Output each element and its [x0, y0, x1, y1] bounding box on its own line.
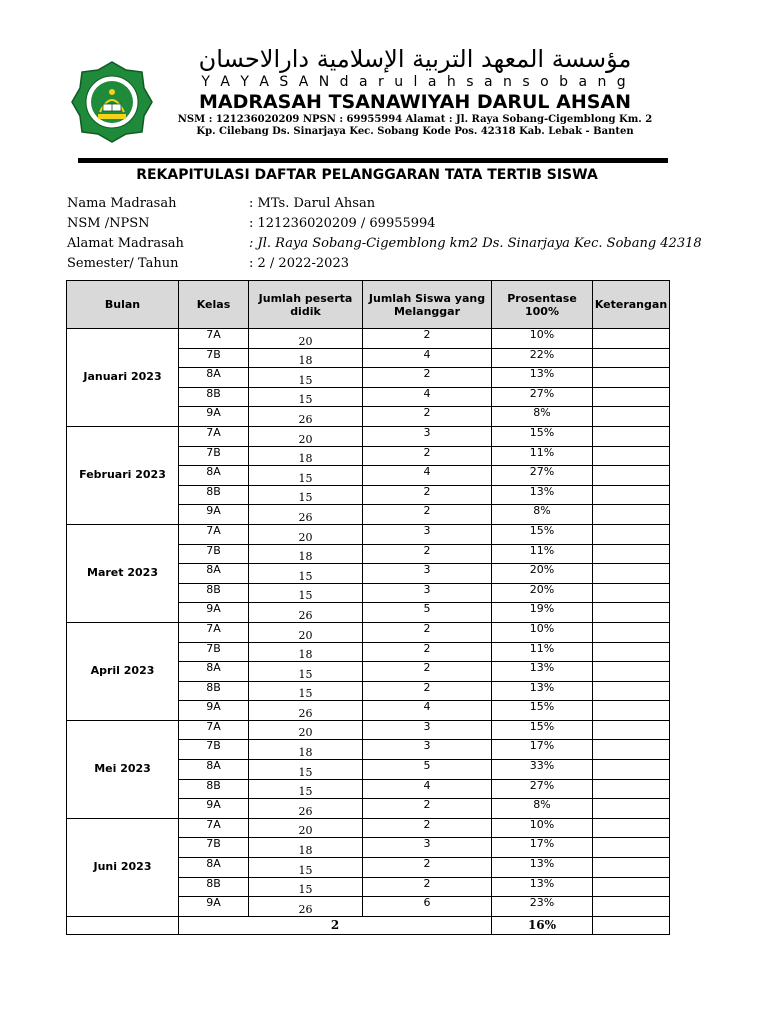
- cell-prosentase: 10%: [492, 329, 593, 349]
- cell-kelas: 8B: [179, 387, 249, 407]
- header-bulan: Bulan: [67, 281, 179, 329]
- cell-prosentase: 8%: [492, 505, 593, 525]
- cell-kelas: 8A: [179, 662, 249, 682]
- cell-jumlah-melanggar: 2: [363, 662, 492, 682]
- header-jumlah-melanggar: Jumlah Siswa yang Melanggar: [363, 281, 492, 329]
- cell-prosentase: 8%: [492, 799, 593, 819]
- cell-keterangan: [593, 740, 670, 760]
- cell-kelas: 8A: [179, 564, 249, 584]
- cell-kelas: 7A: [179, 329, 249, 349]
- cell-jumlah-peserta: 18: [249, 348, 363, 368]
- total-empty-cell: [67, 916, 179, 934]
- cell-jumlah-melanggar: 2: [363, 858, 492, 878]
- cell-jumlah-melanggar: 2: [363, 642, 492, 662]
- cell-jumlah-peserta: 26: [249, 799, 363, 819]
- cell-jumlah-peserta: 15: [249, 466, 363, 486]
- cell-prosentase: 10%: [492, 622, 593, 642]
- address-line-2: Kp. Cilebang Ds. Sinarjaya Kec. Sobang Kode Pos. 42318 Kab. Lebak - Banten: [196, 126, 634, 137]
- cell-jumlah-melanggar: 2: [363, 681, 492, 701]
- foundation-name-arabic: مؤسسة المعهد التربية الإسلامية دارالاحسان: [198, 45, 632, 73]
- cell-kelas: 9A: [179, 897, 249, 917]
- cell-kelas: 7B: [179, 544, 249, 564]
- cell-keterangan: [593, 466, 670, 486]
- cell-jumlah-peserta: 15: [249, 779, 363, 799]
- cell-jumlah-peserta: 15: [249, 387, 363, 407]
- total-keterangan: [593, 916, 670, 934]
- cell-keterangan: [593, 446, 670, 466]
- cell-prosentase: 11%: [492, 446, 593, 466]
- cell-prosentase: 23%: [492, 897, 593, 917]
- cell-jumlah-peserta: 20: [249, 720, 363, 740]
- cell-kelas: 7B: [179, 348, 249, 368]
- cell-jumlah-peserta: 15: [249, 368, 363, 388]
- table-total-row: [67, 916, 670, 934]
- cell-jumlah-peserta: 26: [249, 701, 363, 721]
- cell-keterangan: [593, 818, 670, 838]
- cell-prosentase: 22%: [492, 348, 593, 368]
- cell-jumlah-melanggar: 3: [363, 426, 492, 446]
- address-line-1: NSM : 121236020209 NPSN : 69955994 Alamat : Jl. Raya Sobang-Cigemblong Km. 2: [177, 114, 653, 125]
- cell-kelas: 7B: [179, 740, 249, 760]
- cell-kelas: 8B: [179, 779, 249, 799]
- cell-jumlah-melanggar: 4: [363, 387, 492, 407]
- cell-keterangan: [593, 485, 670, 505]
- cell-prosentase: 13%: [492, 485, 593, 505]
- cell-jumlah-peserta: 18: [249, 740, 363, 760]
- cell-jumlah-melanggar: 2: [363, 544, 492, 564]
- cell-jumlah-peserta: 26: [249, 603, 363, 623]
- cell-keterangan: [593, 583, 670, 603]
- total-percent: 16%: [492, 916, 593, 934]
- cell-jumlah-peserta: 15: [249, 662, 363, 682]
- cell-jumlah-peserta: 26: [249, 505, 363, 525]
- cell-prosentase: 13%: [492, 877, 593, 897]
- cell-bulan: April 2023: [67, 622, 179, 720]
- cell-jumlah-melanggar: 2: [363, 505, 492, 525]
- cell-jumlah-peserta: 20: [249, 426, 363, 446]
- cell-kelas: 7B: [179, 838, 249, 858]
- table-row: [67, 622, 670, 642]
- table-body: [67, 329, 670, 935]
- cell-prosentase: 13%: [492, 662, 593, 682]
- header-kelas: Kelas: [179, 281, 249, 329]
- cell-kelas: 9A: [179, 505, 249, 525]
- cell-jumlah-peserta: 18: [249, 544, 363, 564]
- cell-keterangan: [593, 858, 670, 878]
- cell-jumlah-melanggar: 4: [363, 701, 492, 721]
- cell-jumlah-peserta: 15: [249, 760, 363, 780]
- foundation-name: Y A Y A S A N d a r u l a h s a n s o b a n g: [201, 74, 629, 90]
- header-keterangan: Keterangan: [593, 281, 670, 329]
- cell-kelas: 9A: [179, 603, 249, 623]
- cell-jumlah-peserta: 20: [249, 818, 363, 838]
- cell-kelas: 9A: [179, 407, 249, 427]
- info-value: : 121236020209 / 69955994: [249, 216, 436, 231]
- table-row: [67, 329, 670, 349]
- cell-kelas: 7B: [179, 446, 249, 466]
- cell-jumlah-peserta: 15: [249, 564, 363, 584]
- cell-prosentase: 27%: [492, 779, 593, 799]
- table-row: [67, 426, 670, 446]
- table-row: [67, 524, 670, 544]
- info-label: NSM /NPSN: [67, 216, 150, 231]
- cell-kelas: 8A: [179, 760, 249, 780]
- cell-jumlah-peserta: 20: [249, 622, 363, 642]
- cell-jumlah-melanggar: 5: [363, 603, 492, 623]
- cell-prosentase: 10%: [492, 818, 593, 838]
- cell-jumlah-peserta: 15: [249, 877, 363, 897]
- cell-kelas: 7A: [179, 622, 249, 642]
- cell-keterangan: [593, 799, 670, 819]
- cell-bulan: Maret 2023: [67, 524, 179, 622]
- cell-jumlah-melanggar: 2: [363, 622, 492, 642]
- cell-jumlah-melanggar: 3: [363, 740, 492, 760]
- total-value: 2: [179, 916, 492, 934]
- cell-keterangan: [593, 662, 670, 682]
- header-jumlah-peserta: Jumlah peserta didik: [249, 281, 363, 329]
- cell-jumlah-melanggar: 2: [363, 329, 492, 349]
- cell-jumlah-peserta: 15: [249, 485, 363, 505]
- cell-jumlah-peserta: 18: [249, 446, 363, 466]
- cell-jumlah-peserta: 26: [249, 897, 363, 917]
- cell-prosentase: 15%: [492, 524, 593, 544]
- school-name: MADRASAH TSANAWIYAH DARUL AHSAN: [198, 91, 632, 113]
- cell-keterangan: [593, 544, 670, 564]
- cell-prosentase: 13%: [492, 681, 593, 701]
- cell-prosentase: 19%: [492, 603, 593, 623]
- cell-keterangan: [593, 407, 670, 427]
- cell-jumlah-melanggar: 4: [363, 466, 492, 486]
- cell-bulan: Mei 2023: [67, 720, 179, 818]
- cell-kelas: 8A: [179, 858, 249, 878]
- cell-prosentase: 15%: [492, 720, 593, 740]
- cell-prosentase: 15%: [492, 701, 593, 721]
- cell-jumlah-melanggar: 5: [363, 760, 492, 780]
- cell-jumlah-melanggar: 2: [363, 446, 492, 466]
- document-title: REKAPITULASI DAFTAR PELANGGARAN TATA TERTIB SISWA: [136, 167, 598, 183]
- cell-prosentase: 20%: [492, 564, 593, 584]
- cell-kelas: 8A: [179, 466, 249, 486]
- cell-keterangan: [593, 329, 670, 349]
- cell-keterangan: [593, 505, 670, 525]
- cell-jumlah-melanggar: 2: [363, 407, 492, 427]
- info-label: Nama Madrasah: [67, 196, 177, 211]
- table-row: [67, 720, 670, 740]
- cell-kelas: 8B: [179, 681, 249, 701]
- cell-bulan: Februari 2023: [67, 426, 179, 524]
- cell-keterangan: [593, 387, 670, 407]
- cell-jumlah-melanggar: 3: [363, 720, 492, 740]
- cell-prosentase: 13%: [492, 368, 593, 388]
- cell-prosentase: 20%: [492, 583, 593, 603]
- info-label: Semester/ Tahun: [67, 256, 179, 271]
- cell-keterangan: [593, 622, 670, 642]
- cell-jumlah-melanggar: 3: [363, 524, 492, 544]
- cell-prosentase: 27%: [492, 387, 593, 407]
- cell-jumlah-melanggar: 2: [363, 485, 492, 505]
- cell-prosentase: 11%: [492, 544, 593, 564]
- info-value: : MTs. Darul Ahsan: [249, 196, 376, 211]
- cell-prosentase: 17%: [492, 740, 593, 760]
- cell-jumlah-peserta: 26: [249, 407, 363, 427]
- cell-prosentase: 11%: [492, 642, 593, 662]
- cell-keterangan: [593, 348, 670, 368]
- cell-prosentase: 27%: [492, 466, 593, 486]
- cell-jumlah-peserta: 20: [249, 524, 363, 544]
- cell-keterangan: [593, 877, 670, 897]
- cell-jumlah-melanggar: 3: [363, 564, 492, 584]
- cell-kelas: 7B: [179, 642, 249, 662]
- cell-jumlah-melanggar: 4: [363, 779, 492, 799]
- cell-keterangan: [593, 720, 670, 740]
- cell-kelas: 7A: [179, 426, 249, 446]
- cell-jumlah-peserta: 15: [249, 858, 363, 878]
- cell-keterangan: [593, 779, 670, 799]
- cell-keterangan: [593, 760, 670, 780]
- cell-keterangan: [593, 564, 670, 584]
- cell-kelas: 8A: [179, 368, 249, 388]
- cell-kelas: 7A: [179, 524, 249, 544]
- cell-prosentase: 17%: [492, 838, 593, 858]
- cell-kelas: 8B: [179, 877, 249, 897]
- cell-keterangan: [593, 897, 670, 917]
- recap-table: [66, 280, 670, 935]
- madrasah-logo-icon: [70, 60, 154, 144]
- cell-prosentase: 8%: [492, 407, 593, 427]
- cell-jumlah-melanggar: 3: [363, 583, 492, 603]
- cell-keterangan: [593, 603, 670, 623]
- cell-kelas: 7A: [179, 818, 249, 838]
- table-row: [67, 818, 670, 838]
- cell-kelas: 8B: [179, 583, 249, 603]
- cell-keterangan: [593, 838, 670, 858]
- cell-jumlah-peserta: 18: [249, 838, 363, 858]
- cell-bulan: Juni 2023: [67, 818, 179, 916]
- cell-keterangan: [593, 642, 670, 662]
- info-label: Alamat Madrasah: [67, 236, 184, 251]
- table-header-row: [67, 281, 670, 329]
- cell-keterangan: [593, 426, 670, 446]
- cell-prosentase: 15%: [492, 426, 593, 446]
- cell-kelas: 9A: [179, 799, 249, 819]
- info-value: : Jl. Raya Sobang-Cigemblong km2 Ds. Sinarjaya Kec. Sobang 42318: [249, 236, 702, 251]
- cell-jumlah-melanggar: 2: [363, 368, 492, 388]
- cell-jumlah-peserta: 18: [249, 642, 363, 662]
- cell-prosentase: 13%: [492, 858, 593, 878]
- cell-jumlah-melanggar: 4: [363, 348, 492, 368]
- cell-keterangan: [593, 701, 670, 721]
- header-divider: [78, 158, 668, 163]
- info-value: : 2 / 2022-2023: [249, 256, 349, 271]
- cell-keterangan: [593, 368, 670, 388]
- cell-jumlah-peserta: 15: [249, 681, 363, 701]
- cell-jumlah-peserta: 20: [249, 329, 363, 349]
- cell-bulan: Januari 2023: [67, 329, 179, 427]
- cell-jumlah-melanggar: 6: [363, 897, 492, 917]
- cell-kelas: 7A: [179, 720, 249, 740]
- cell-keterangan: [593, 681, 670, 701]
- cell-jumlah-melanggar: 2: [363, 799, 492, 819]
- cell-kelas: 9A: [179, 701, 249, 721]
- header-prosentase: Prosentase 100%: [492, 281, 593, 329]
- cell-jumlah-melanggar: 2: [363, 877, 492, 897]
- cell-kelas: 8B: [179, 485, 249, 505]
- cell-jumlah-melanggar: 3: [363, 838, 492, 858]
- cell-keterangan: [593, 524, 670, 544]
- cell-prosentase: 33%: [492, 760, 593, 780]
- cell-jumlah-melanggar: 2: [363, 818, 492, 838]
- cell-jumlah-peserta: 15: [249, 583, 363, 603]
